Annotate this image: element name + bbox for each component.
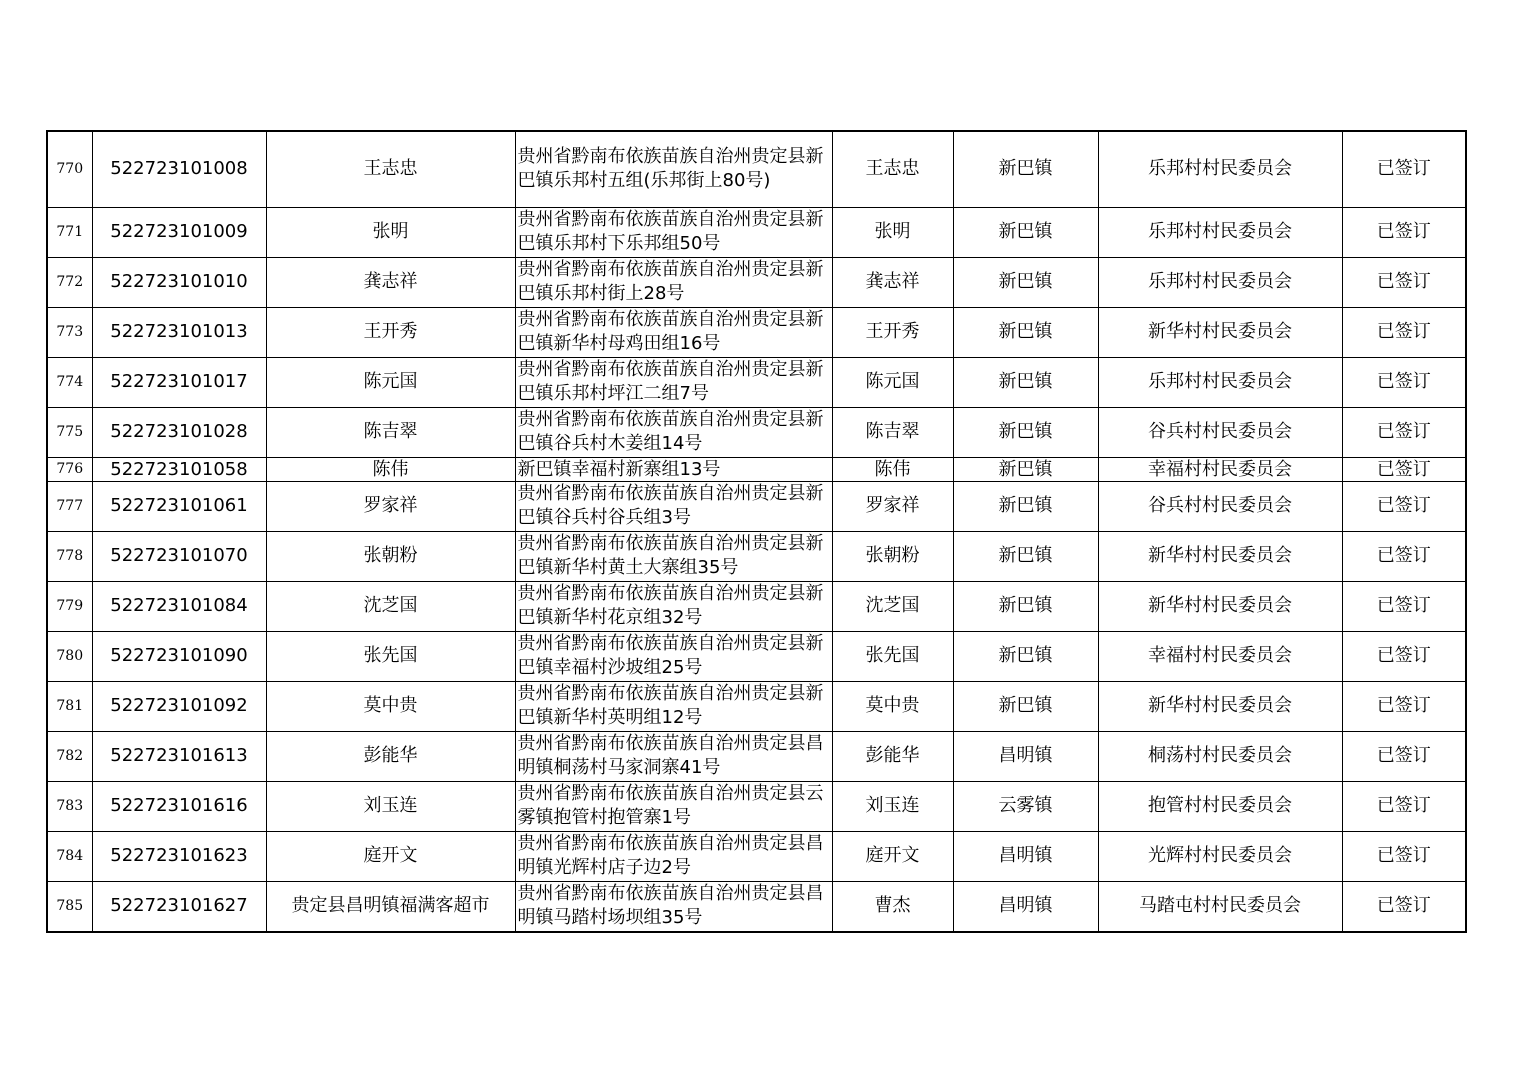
row-status: 已签订	[1342, 307, 1466, 357]
row-code: 522723101616	[92, 781, 266, 831]
row-status: 已签订	[1342, 731, 1466, 781]
row-name: 刘玉连	[266, 781, 515, 831]
row-address: 贵州省黔南布依族苗族自治州贵定县新巴镇新华村黄土大寨组35号	[515, 531, 832, 581]
row-person: 陈伟	[832, 457, 953, 481]
row-committee: 乐邦村村民委员会	[1098, 357, 1342, 407]
row-number: 779	[47, 581, 92, 631]
row-town: 新巴镇	[953, 481, 1098, 531]
row-committee: 新华村村民委员会	[1098, 681, 1342, 731]
row-status: 已签订	[1342, 631, 1466, 681]
row-committee: 新华村村民委员会	[1098, 531, 1342, 581]
row-name: 沈芝国	[266, 581, 515, 631]
row-name: 陈伟	[266, 457, 515, 481]
row-name: 庭开文	[266, 831, 515, 881]
row-status: 已签订	[1342, 581, 1466, 631]
row-committee: 新华村村民委员会	[1098, 307, 1342, 357]
row-town: 昌明镇	[953, 731, 1098, 781]
row-address: 贵州省黔南布依族苗族自治州贵定县新巴镇乐邦村五组(乐邦街上80号)	[515, 131, 832, 207]
row-committee: 谷兵村村民委员会	[1098, 481, 1342, 531]
row-status: 已签订	[1342, 681, 1466, 731]
table-row	[47, 307, 1466, 357]
row-town: 新巴镇	[953, 457, 1098, 481]
row-address: 贵州省黔南布依族苗族自治州贵定县新巴镇幸福村沙坡组25号	[515, 631, 832, 681]
row-name: 张先国	[266, 631, 515, 681]
row-address: 贵州省黔南布依族苗族自治州贵定县新巴镇新华村母鸡田组16号	[515, 307, 832, 357]
row-name: 龚志祥	[266, 257, 515, 307]
row-code: 522723101623	[92, 831, 266, 881]
row-committee: 幸福村村民委员会	[1098, 457, 1342, 481]
row-status: 已签订	[1342, 131, 1466, 207]
row-address: 贵州省黔南布依族苗族自治州贵定县新巴镇新华村英明组12号	[515, 681, 832, 731]
row-code: 522723101084	[92, 581, 266, 631]
row-address: 贵州省黔南布依族苗族自治州贵定县昌明镇桐荡村马家洞寨41号	[515, 731, 832, 781]
row-town: 昌明镇	[953, 881, 1098, 932]
row-person: 彭能华	[832, 731, 953, 781]
table-row	[47, 481, 1466, 531]
row-address: 贵州省黔南布依族苗族自治州贵定县云雾镇抱管村抱管寨1号	[515, 781, 832, 831]
row-person: 庭开文	[832, 831, 953, 881]
row-town: 新巴镇	[953, 357, 1098, 407]
row-address: 贵州省黔南布依族苗族自治州贵定县新巴镇乐邦村街上28号	[515, 257, 832, 307]
row-status: 已签订	[1342, 407, 1466, 457]
table-row	[47, 781, 1466, 831]
row-address: 贵州省黔南布依族苗族自治州贵定县新巴镇谷兵村木姜组14号	[515, 407, 832, 457]
row-number: 770	[47, 131, 92, 207]
row-name: 罗家祥	[266, 481, 515, 531]
table-row	[47, 257, 1466, 307]
row-number: 784	[47, 831, 92, 881]
row-town: 新巴镇	[953, 131, 1098, 207]
table-row	[47, 681, 1466, 731]
row-name: 王志忠	[266, 131, 515, 207]
row-town: 新巴镇	[953, 531, 1098, 581]
row-committee: 抱管村村民委员会	[1098, 781, 1342, 831]
row-name: 彭能华	[266, 731, 515, 781]
row-status: 已签订	[1342, 207, 1466, 257]
row-person: 张明	[832, 207, 953, 257]
row-number: 785	[47, 881, 92, 932]
row-status: 已签订	[1342, 531, 1466, 581]
table-row	[47, 457, 1466, 481]
row-code: 522723101090	[92, 631, 266, 681]
row-person: 王志忠	[832, 131, 953, 207]
row-status: 已签订	[1342, 257, 1466, 307]
table-row	[47, 881, 1466, 932]
row-name: 王开秀	[266, 307, 515, 357]
record-table	[46, 130, 1467, 933]
row-town: 云雾镇	[953, 781, 1098, 831]
row-person: 张朝粉	[832, 531, 953, 581]
row-name: 陈吉翠	[266, 407, 515, 457]
row-code: 522723101613	[92, 731, 266, 781]
row-number: 774	[47, 357, 92, 407]
row-committee: 谷兵村村民委员会	[1098, 407, 1342, 457]
row-code: 522723101009	[92, 207, 266, 257]
table-row	[47, 731, 1466, 781]
row-number: 772	[47, 257, 92, 307]
row-town: 新巴镇	[953, 681, 1098, 731]
table-row	[47, 131, 1466, 207]
row-person: 曹杰	[832, 881, 953, 932]
row-number: 781	[47, 681, 92, 731]
row-number: 778	[47, 531, 92, 581]
row-number: 783	[47, 781, 92, 831]
row-address: 贵州省黔南布依族苗族自治州贵定县昌明镇马踏村场坝组35号	[515, 881, 832, 932]
row-status: 已签订	[1342, 481, 1466, 531]
row-address: 贵州省黔南布依族苗族自治州贵定县昌明镇光辉村店子边2号	[515, 831, 832, 881]
table-body	[47, 131, 1466, 932]
row-committee: 乐邦村村民委员会	[1098, 207, 1342, 257]
row-person: 王开秀	[832, 307, 953, 357]
row-address: 贵州省黔南布依族苗族自治州贵定县新巴镇乐邦村下乐邦组50号	[515, 207, 832, 257]
row-number: 771	[47, 207, 92, 257]
row-address: 贵州省黔南布依族苗族自治州贵定县新巴镇乐邦村坪江二组7号	[515, 357, 832, 407]
row-person: 陈吉翠	[832, 407, 953, 457]
table-row	[47, 407, 1466, 457]
row-status: 已签订	[1342, 457, 1466, 481]
row-code: 522723101061	[92, 481, 266, 531]
row-person: 莫中贵	[832, 681, 953, 731]
row-name: 陈元国	[266, 357, 515, 407]
row-number: 780	[47, 631, 92, 681]
row-person: 陈元国	[832, 357, 953, 407]
row-code: 522723101058	[92, 457, 266, 481]
table-row	[47, 357, 1466, 407]
row-code: 522723101010	[92, 257, 266, 307]
row-town: 新巴镇	[953, 207, 1098, 257]
row-person: 沈芝国	[832, 581, 953, 631]
row-name: 张明	[266, 207, 515, 257]
row-status: 已签订	[1342, 831, 1466, 881]
row-status: 已签订	[1342, 781, 1466, 831]
row-number: 773	[47, 307, 92, 357]
table-row	[47, 631, 1466, 681]
row-committee: 幸福村村民委员会	[1098, 631, 1342, 681]
row-committee: 乐邦村村民委员会	[1098, 257, 1342, 307]
row-number: 775	[47, 407, 92, 457]
table-row	[47, 581, 1466, 631]
row-committee: 光辉村村民委员会	[1098, 831, 1342, 881]
row-number: 777	[47, 481, 92, 531]
row-number: 782	[47, 731, 92, 781]
row-town: 新巴镇	[953, 581, 1098, 631]
row-status: 已签订	[1342, 881, 1466, 932]
row-code: 522723101017	[92, 357, 266, 407]
row-person: 张先国	[832, 631, 953, 681]
row-person: 龚志祥	[832, 257, 953, 307]
row-code: 522723101070	[92, 531, 266, 581]
row-name: 贵定县昌明镇福满客超市	[266, 881, 515, 932]
row-address: 贵州省黔南布依族苗族自治州贵定县新巴镇谷兵村谷兵组3号	[515, 481, 832, 531]
row-name: 莫中贵	[266, 681, 515, 731]
row-town: 新巴镇	[953, 257, 1098, 307]
row-code: 522723101092	[92, 681, 266, 731]
row-code: 522723101013	[92, 307, 266, 357]
row-address: 贵州省黔南布依族苗族自治州贵定县新巴镇新华村花京组32号	[515, 581, 832, 631]
row-town: 新巴镇	[953, 631, 1098, 681]
row-town: 昌明镇	[953, 831, 1098, 881]
table-row	[47, 831, 1466, 881]
row-name: 张朝粉	[266, 531, 515, 581]
row-person: 罗家祥	[832, 481, 953, 531]
row-address: 新巴镇幸福村新寨组13号	[515, 457, 832, 481]
row-code: 522723101028	[92, 407, 266, 457]
table-row	[47, 531, 1466, 581]
row-committee: 马踏屯村村民委员会	[1098, 881, 1342, 932]
row-town: 新巴镇	[953, 407, 1098, 457]
row-code: 522723101627	[92, 881, 266, 932]
row-committee: 桐荡村村民委员会	[1098, 731, 1342, 781]
row-person: 刘玉连	[832, 781, 953, 831]
table-row	[47, 207, 1466, 257]
row-status: 已签订	[1342, 357, 1466, 407]
row-committee: 新华村村民委员会	[1098, 581, 1342, 631]
row-committee: 乐邦村村民委员会	[1098, 131, 1342, 207]
row-number: 776	[47, 457, 92, 481]
row-code: 522723101008	[92, 131, 266, 207]
row-town: 新巴镇	[953, 307, 1098, 357]
